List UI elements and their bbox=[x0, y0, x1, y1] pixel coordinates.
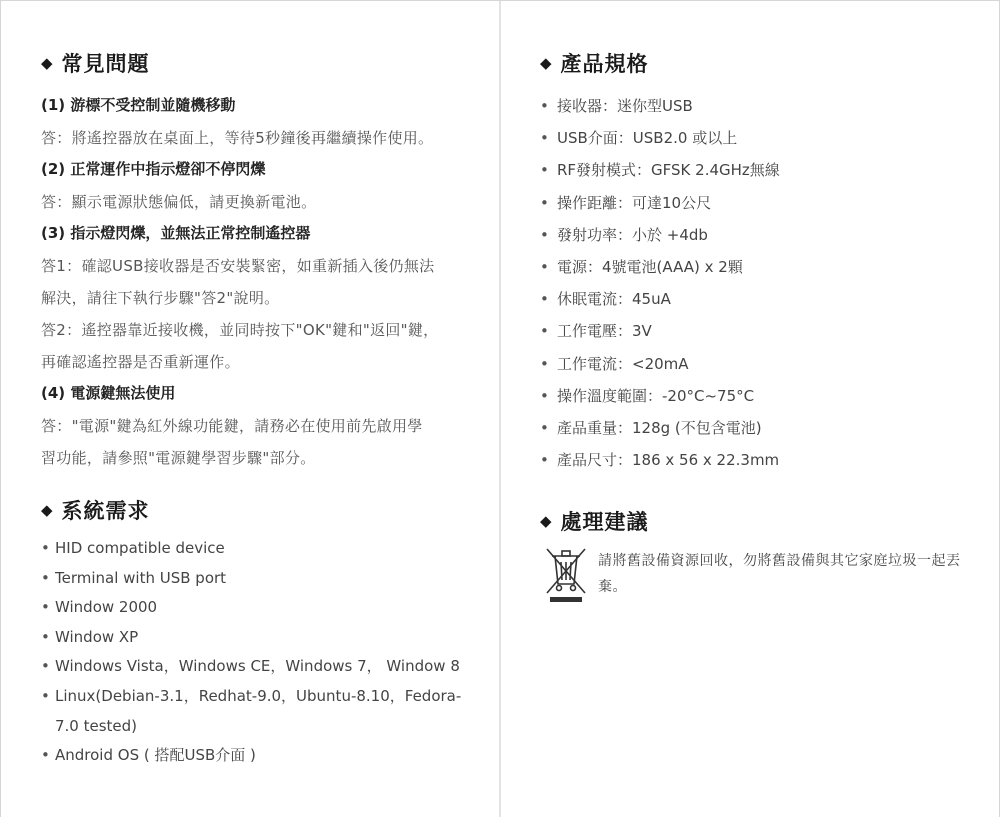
requirement-item: • HID compatible device bbox=[41, 534, 481, 564]
faq-title: 常見問題 bbox=[61, 52, 150, 76]
specs-list bbox=[540, 90, 970, 476]
spec-item: • 電源：4號電池(AAA) x 2顆 bbox=[540, 251, 970, 283]
faq-answer-line: 答2：遙控器靠近接收機，並同時按下"OK"鍵和"返回"鍵， bbox=[41, 321, 439, 339]
faq-heading bbox=[41, 48, 150, 78]
faq-question: (2) 正常運作中指示燈卻不停閃爍 bbox=[41, 160, 266, 178]
faq-question: (1) 游標不受控制並隨機移動 bbox=[41, 96, 236, 114]
spec-item: • 接收器：迷你型USB bbox=[540, 90, 970, 122]
requirements-list bbox=[41, 534, 481, 771]
spec-item: • 發射功率：小於 +4db bbox=[540, 219, 970, 251]
spec-item: • 操作距離：可達10公尺 bbox=[540, 187, 970, 219]
faq-answer-line: 答：顯示電源狀態偏低，請更換新電池。 bbox=[41, 193, 317, 211]
requirement-item: • Android OS ( 搭配USB介面 ) bbox=[41, 741, 481, 771]
spec-item: • 產品重量：128g (不包含電池) bbox=[540, 412, 970, 444]
faq-answer-line: 解決，請往下執行步驟"答2"說明。 bbox=[41, 289, 280, 307]
spec-item: • RF發射模式：GFSK 2.4GHz無線 bbox=[540, 154, 970, 186]
specs-heading bbox=[540, 48, 649, 78]
specs-title: 產品規格 bbox=[560, 52, 649, 76]
requirements-title: 系統需求 bbox=[61, 499, 150, 523]
disposal-heading bbox=[540, 506, 649, 536]
weee-crossed-bin-icon bbox=[544, 546, 588, 604]
faq-question: (4) 電源鍵無法使用 bbox=[41, 384, 176, 402]
requirements-heading bbox=[41, 495, 150, 525]
requirement-item: • Terminal with USB port bbox=[41, 564, 481, 594]
requirement-item: • Windows Vista，Windows CE，Windows 7， Window 8 bbox=[41, 652, 481, 682]
diamond-bullet-icon: ◆ bbox=[41, 501, 54, 519]
disposal-text: 請將舊設備資源回收，勿將舊設備與其它家庭垃圾一起丟棄。 bbox=[598, 553, 961, 595]
spec-item: • USB介面：USB2.0 或以上 bbox=[540, 122, 970, 154]
diamond-bullet-icon: ◆ bbox=[41, 54, 54, 72]
requirement-item: • Window XP bbox=[41, 623, 481, 653]
spec-item: • 操作溫度範圍：-20°C~75°C bbox=[540, 380, 970, 412]
faq-answer-line: 習功能，請參照"電源鍵學習步驟"部分。 bbox=[41, 449, 316, 467]
requirement-item: • Linux(Debian-3.1，Redhat-9.0，Ubuntu-8.10，Fedora-7.0 tested) bbox=[41, 682, 481, 741]
faq-answer-line: 答：將遙控器放在桌面上，等待5秒鐘後再繼續操作使用。 bbox=[41, 129, 434, 147]
spec-item: • 產品尺寸：186 x 56 x 22.3mm bbox=[540, 444, 970, 476]
faq-question: (3) 指示燈閃爍，並無法正常控制遙控器 bbox=[41, 224, 311, 242]
diamond-bullet-icon: ◆ bbox=[540, 512, 553, 530]
requirement-item: • Window 2000 bbox=[41, 593, 481, 623]
spec-item: • 工作電流：<20mA bbox=[540, 348, 970, 380]
spec-item: • 休眠電流：45uA bbox=[540, 283, 970, 315]
diamond-bullet-icon: ◆ bbox=[540, 54, 553, 72]
faq-answer-line: 再確認遙控器是否重新運作。 bbox=[41, 353, 240, 371]
disposal-title: 處理建議 bbox=[560, 510, 649, 534]
column-divider bbox=[499, 1, 501, 817]
faq-answer-line: 答："電源"鍵為紅外線功能鍵，請務必在使用前先啟用學 bbox=[41, 417, 423, 435]
faq-answer-line: 答1：確認USB接收器是否安裝緊密，如重新插入後仍無法 bbox=[41, 257, 435, 275]
spec-item: • 工作電壓：3V bbox=[540, 315, 970, 347]
faq-list bbox=[41, 90, 481, 474]
